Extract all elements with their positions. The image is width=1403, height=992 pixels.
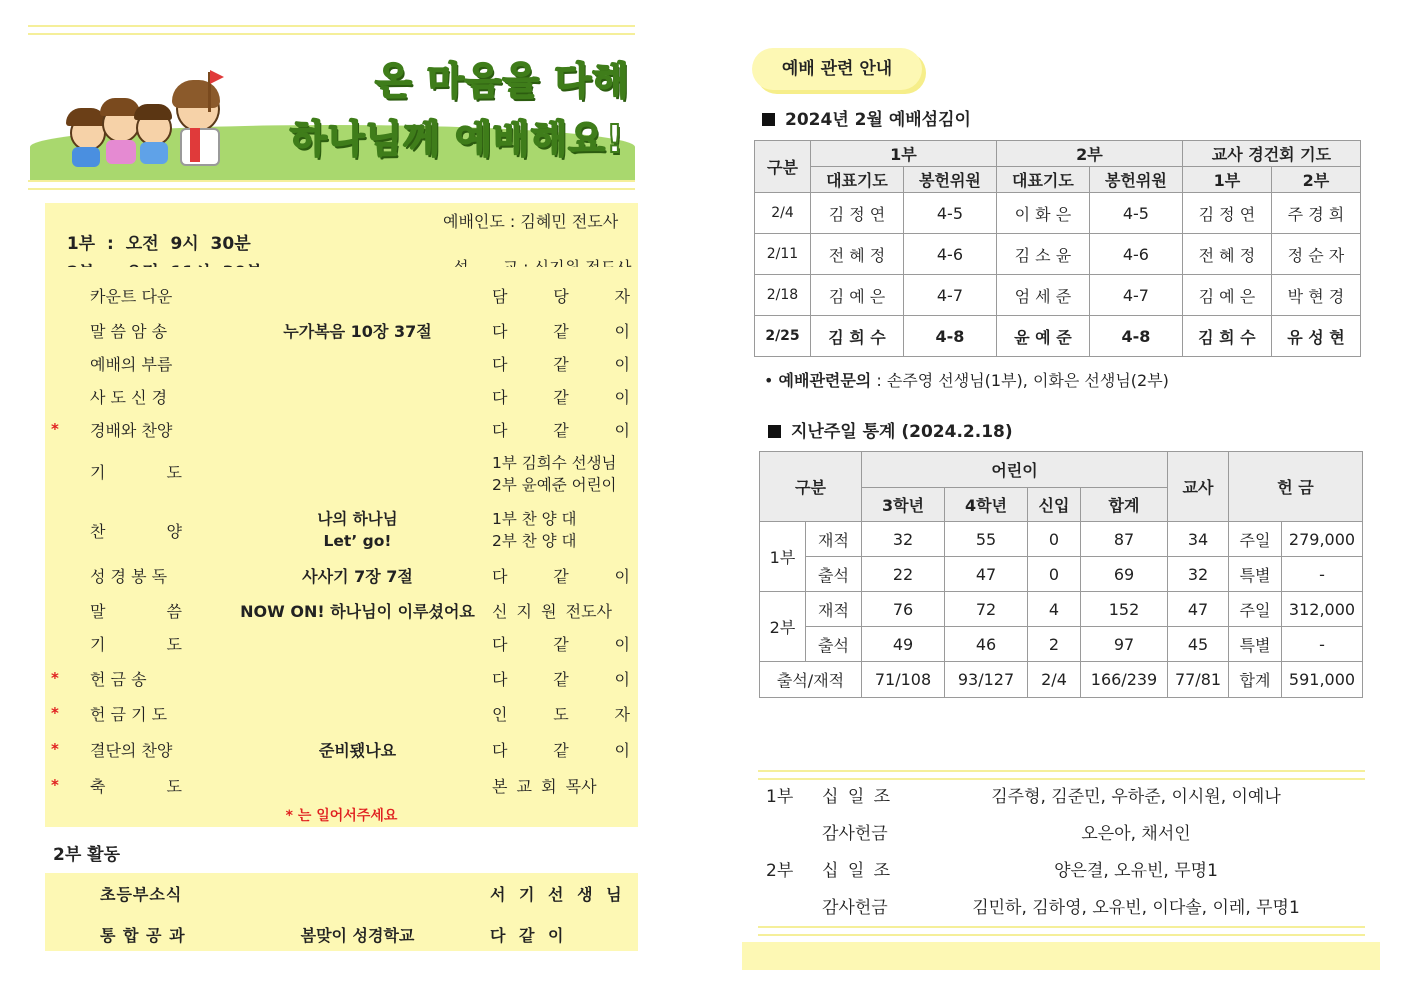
duty-cell: 박 현 경 xyxy=(1271,275,1360,316)
stats-header-g4: 4학년 xyxy=(945,488,1028,522)
tithe-divider-bottom xyxy=(758,926,1365,936)
section-pill: 예배 관련 안내 xyxy=(752,48,922,90)
stats-cell-oval: - xyxy=(1282,557,1363,592)
order-row xyxy=(45,416,637,446)
stats-cell-g3: 49 xyxy=(862,627,945,662)
stats-part: 1부 xyxy=(760,522,806,592)
duty-cell: 2/25 xyxy=(755,316,811,357)
order-item-name: 찬 양 xyxy=(90,522,182,541)
duty-cell: 2/4 xyxy=(755,193,811,234)
stats-cell-g3: 32 xyxy=(862,522,945,557)
duty-cell: 이 화 은 xyxy=(996,193,1089,234)
stats-cell-okind: 특별 xyxy=(1229,627,1282,662)
stats-total-g3: 71/108 xyxy=(862,662,945,698)
order-row xyxy=(45,383,637,413)
duty-header-teacher: 교사 경건회 기도 xyxy=(1182,141,1360,167)
order-item-name: 헌 금 기 도 xyxy=(90,705,168,724)
title-line-2: 하나님께 예배해요! xyxy=(290,117,625,161)
stats-total-sum: 166/239 xyxy=(1081,662,1168,698)
stats-header-offering: 헌 금 xyxy=(1229,452,1363,522)
duty-cell: 4-8 xyxy=(1089,316,1182,357)
stats-cell-teacher: 32 xyxy=(1168,557,1229,592)
order-item-assignee: 1부 김희수 선생님 2부 윤예준 어린이 xyxy=(492,454,617,494)
duty-cell: 김 예 은 xyxy=(1182,275,1271,316)
stats-cell-g3: 22 xyxy=(862,557,945,592)
order-item-assignee: 본 교 회 목사 xyxy=(492,777,597,796)
order-row xyxy=(45,450,637,496)
duty-header-t1: 1부 xyxy=(1182,167,1271,193)
stats-header-gubun: 구분 xyxy=(760,452,862,522)
stats-cell-okind: 특별 xyxy=(1229,557,1282,592)
duty-cell: 전 혜 정 xyxy=(1182,234,1271,275)
activity-assignee: 다 같 이 xyxy=(490,926,564,945)
stand-marker: * xyxy=(51,669,59,687)
footer-bar xyxy=(742,942,1380,970)
stats-row xyxy=(760,592,1363,627)
stats-cell-g4: 47 xyxy=(945,557,1028,592)
duty-cell: 2/11 xyxy=(755,234,811,275)
duty-cell: 김 예 은 xyxy=(811,275,904,316)
tithe-kind: 감사헌금 xyxy=(822,898,888,918)
tithe-divider-top xyxy=(758,770,1365,780)
order-item-name: 헌 금 송 xyxy=(90,670,147,689)
order-item-name: 축 도 xyxy=(90,777,182,796)
tithe-row xyxy=(766,819,1366,845)
duty-cell: 4-7 xyxy=(1089,275,1182,316)
stats-cell-oval: 312,000 xyxy=(1282,592,1363,627)
duty-header-rep: 대표기도 xyxy=(811,167,904,193)
duty-cell: 엄 세 준 xyxy=(996,275,1089,316)
order-row xyxy=(45,700,637,730)
stats-cell-okind: 주일 xyxy=(1229,592,1282,627)
duty-cell: 유 성 현 xyxy=(1271,316,1360,357)
stats-cell-new: 4 xyxy=(1028,592,1081,627)
duty-cell: 김 정 연 xyxy=(1182,193,1271,234)
title-line-1: 온 마음을 다해 xyxy=(375,59,630,103)
stats-cell-g4: 72 xyxy=(945,592,1028,627)
order-item-assignee: 다 같 이 xyxy=(492,421,630,440)
order-item-assignee: 1부 찬 양 대 2부 찬 양 대 xyxy=(492,510,577,550)
order-row xyxy=(45,736,637,766)
stats-total-teacher: 77/81 xyxy=(1168,662,1229,698)
activity-row xyxy=(45,921,637,951)
order-row xyxy=(45,506,637,558)
activity-detail: 봄맞이 성경학교 xyxy=(300,926,415,945)
order-row xyxy=(45,282,637,312)
tithe-part: 2부 xyxy=(766,861,794,881)
inquiry-note: • 예배관련문의 : 손주영 선생님(1부), 이화은 선생님(2부) xyxy=(764,371,1169,390)
stats-row xyxy=(760,557,1363,592)
stats-row xyxy=(760,522,1363,557)
stats-cell-oval: 279,000 xyxy=(1282,522,1363,557)
order-item-assignee: 인 도 자 xyxy=(492,705,630,724)
stats-header-teacher: 교사 xyxy=(1168,452,1229,522)
order-item-assignee: 다 같 이 xyxy=(492,635,630,654)
order-row xyxy=(45,630,637,660)
order-item-name: 기 도 xyxy=(90,635,182,654)
order-item-assignee: 다 같 이 xyxy=(492,741,630,760)
order-row xyxy=(45,317,637,347)
header-banner xyxy=(30,40,635,180)
tithe-row xyxy=(766,782,1366,808)
stats-total-label: 출석/재적 xyxy=(760,662,862,698)
stand-note: * 는 일어서주세요 xyxy=(285,808,398,824)
stats-total-okind: 합계 xyxy=(1229,662,1282,698)
stats-type: 재적 xyxy=(806,592,862,627)
banner-divider xyxy=(28,180,635,190)
order-item-assignee: 다 같 이 xyxy=(492,567,630,586)
duty-title: 2024년 2월 예배섬김이 xyxy=(762,105,971,130)
order-item-detail: 나의 하나님 Let’ go! xyxy=(317,510,398,550)
stats-cell-g3: 76 xyxy=(862,592,945,627)
order-row xyxy=(45,665,637,695)
tithe-row xyxy=(766,856,1366,882)
order-row xyxy=(45,597,637,627)
duty-cell: 4-5 xyxy=(903,193,996,234)
top-divider-left xyxy=(28,25,635,35)
stand-marker: * xyxy=(51,704,59,722)
stats-header-g3: 3학년 xyxy=(862,488,945,522)
stats-header-new: 신입 xyxy=(1028,488,1081,522)
order-item-assignee: 다 같 이 xyxy=(492,355,630,374)
stats-header-sum: 합계 xyxy=(1081,488,1168,522)
order-item-assignee: 다 같 이 xyxy=(492,670,630,689)
stats-row xyxy=(760,627,1363,662)
tithe-names: 오은아, 채서인 xyxy=(1081,824,1191,844)
stand-marker: * xyxy=(51,776,59,794)
stats-type: 재적 xyxy=(806,522,862,557)
duty-table xyxy=(754,140,1361,357)
order-item-name: 말 씀 암 송 xyxy=(90,322,168,341)
stats-cell-teacher: 47 xyxy=(1168,592,1229,627)
duty-header-s2: 2부 xyxy=(996,141,1182,167)
order-item-name: 기 도 xyxy=(90,463,182,482)
stats-cell-new: 2 xyxy=(1028,627,1081,662)
order-item-assignee: 다 같 이 xyxy=(492,388,630,407)
duty-header-gubun: 구분 xyxy=(755,141,811,193)
tithe-names: 양은결, 오유빈, 무명1 xyxy=(1054,861,1218,881)
stats-cell-sum: 87 xyxy=(1081,522,1168,557)
duty-cell: 김 희 수 xyxy=(1182,316,1271,357)
stats-type: 출석 xyxy=(806,627,862,662)
tithe-kind: 감사헌금 xyxy=(822,824,888,844)
service-1-time: 1부 : 오전 9시 30분 xyxy=(66,234,251,254)
stand-marker: * xyxy=(51,740,59,758)
tithe-row xyxy=(766,893,1366,919)
order-item-name: 경배와 찬양 xyxy=(90,421,173,440)
duty-header-s1: 1부 xyxy=(811,141,997,167)
duty-header-offer: 봉헌위원 xyxy=(1089,167,1182,193)
stats-cell-sum: 152 xyxy=(1081,592,1168,627)
stats-header-kids: 어린이 xyxy=(862,452,1168,488)
stats-cell-new: 0 xyxy=(1028,522,1081,557)
duty-cell: 4-6 xyxy=(1089,234,1182,275)
duty-cell: 전 혜 정 xyxy=(811,234,904,275)
stats-part: 2부 xyxy=(760,592,806,662)
order-item-assignee: 신 지 원 전도사 xyxy=(492,602,612,621)
activity-row xyxy=(45,880,637,910)
activity-name: 통 합 공 과 xyxy=(100,926,186,945)
stats-total-row xyxy=(760,662,1363,698)
duty-cell: 4-6 xyxy=(903,234,996,275)
duty-cell: 김 정 연 xyxy=(811,193,904,234)
stats-total-new: 2/4 xyxy=(1028,662,1081,698)
order-item-name: 사 도 신 경 xyxy=(90,388,168,407)
stats-cell-teacher: 34 xyxy=(1168,522,1229,557)
tithe-kind: 십 일 조 xyxy=(822,787,891,807)
duty-cell: 김 소 윤 xyxy=(996,234,1089,275)
order-item-detail: 준비됐나요 xyxy=(318,741,397,760)
stats-cell-g4: 55 xyxy=(945,522,1028,557)
stats-cell-sum: 69 xyxy=(1081,557,1168,592)
duty-header-rep: 대표기도 xyxy=(996,167,1089,193)
stats-cell-sum: 97 xyxy=(1081,627,1168,662)
order-item-detail: 누가복음 10장 37절 xyxy=(283,322,432,341)
order-item-name: 말 씀 xyxy=(90,602,182,621)
stats-cell-okind: 주일 xyxy=(1229,522,1282,557)
duty-cell: 주 경 희 xyxy=(1271,193,1360,234)
stats-total-g4: 93/127 xyxy=(945,662,1028,698)
duty-cell: 4-7 xyxy=(903,275,996,316)
order-row xyxy=(45,562,637,592)
duty-cell: 정 순 자 xyxy=(1271,234,1360,275)
order-item-assignee: 담 당 자 xyxy=(492,287,630,306)
duty-row xyxy=(755,316,1361,357)
duty-header-offer: 봉헌위원 xyxy=(903,167,996,193)
tithe-part: 1부 xyxy=(766,787,794,807)
duty-row xyxy=(755,275,1361,316)
tithe-names: 김민하, 김하영, 오유빈, 이다솔, 이레, 무명1 xyxy=(972,898,1300,918)
duty-header-t2: 2부 xyxy=(1271,167,1360,193)
stats-total-oval: 591,000 xyxy=(1282,662,1363,698)
order-item-detail: 사사기 7장 7절 xyxy=(302,567,413,586)
duty-cell: 4-5 xyxy=(1089,193,1182,234)
order-row xyxy=(45,350,637,380)
order-item-name: 예배의 부름 xyxy=(90,355,173,374)
duty-cell: 2/18 xyxy=(755,275,811,316)
duty-cell: 김 희 수 xyxy=(811,316,904,357)
worship-leader: 예배인도 : 김혜민 전도사 xyxy=(443,212,619,231)
stand-marker: * xyxy=(51,420,59,438)
stats-type: 출석 xyxy=(806,557,862,592)
order-item-detail: NOW ON! 하나님이 이루셨어요 xyxy=(240,602,475,621)
duty-cell: 4-8 xyxy=(903,316,996,357)
tithe-names: 김주형, 김준민, 우하준, 이시원, 이예나 xyxy=(991,787,1281,807)
stats-cell-teacher: 45 xyxy=(1168,627,1229,662)
order-item-name: 결단의 찬양 xyxy=(90,741,173,760)
order-item-name: 카운트 다운 xyxy=(90,287,173,306)
duty-row xyxy=(755,193,1361,234)
activity-assignee: 서 기 선 생 님 xyxy=(490,885,622,904)
duty-cell: 윤 예 준 xyxy=(996,316,1089,357)
activity-name: 초등부소식 xyxy=(100,885,183,904)
order-item-assignee: 다 같 이 xyxy=(492,322,630,341)
stats-cell-g4: 46 xyxy=(945,627,1028,662)
stats-table xyxy=(759,451,1363,698)
stats-cell-oval: - xyxy=(1282,627,1363,662)
order-item-name: 성 경 봉 독 xyxy=(90,567,168,586)
duty-row xyxy=(755,234,1361,275)
activity-title: 2부 활동 xyxy=(53,845,121,865)
stats-cell-new: 0 xyxy=(1028,557,1081,592)
stats-title: 지난주일 통계 (2024.2.18) xyxy=(768,417,1013,442)
tithe-kind: 십 일 조 xyxy=(822,861,891,881)
order-row xyxy=(45,772,637,802)
